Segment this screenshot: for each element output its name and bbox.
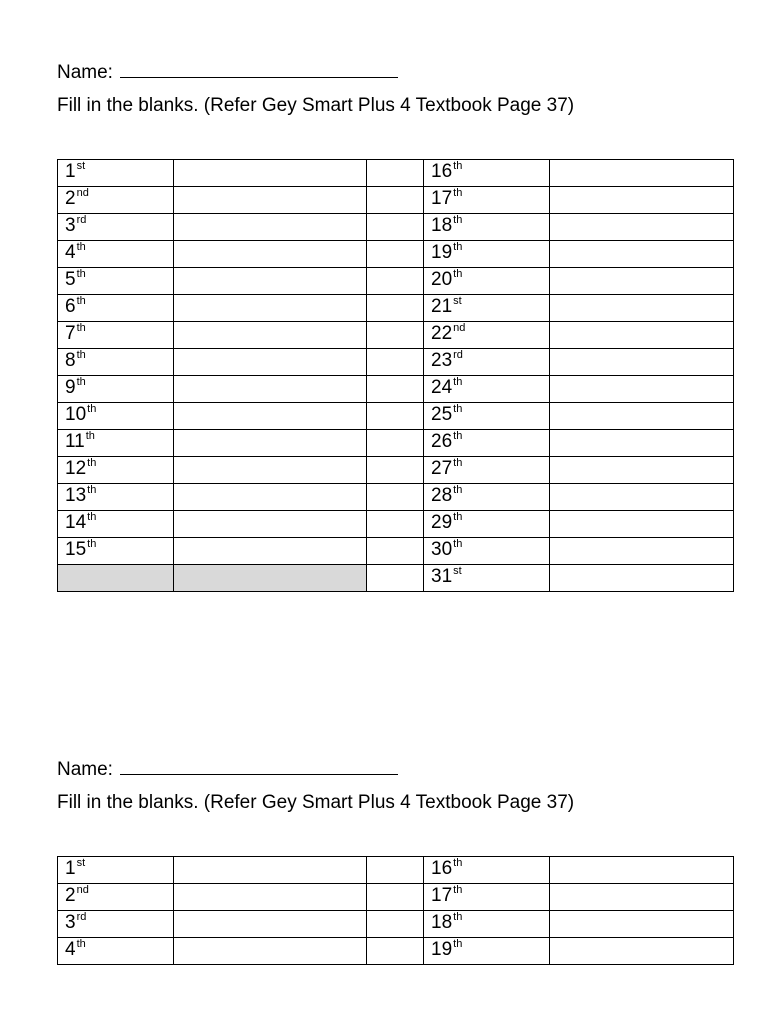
left-answer-cell[interactable] <box>174 160 367 187</box>
ordinal-suffix: th <box>453 241 463 253</box>
left-answer-cell[interactable] <box>174 322 367 349</box>
spacer-cell[interactable] <box>367 187 424 214</box>
left-ordinal-cell <box>58 484 174 511</box>
right-answer-cell[interactable] <box>550 268 734 295</box>
left-answer-cell[interactable] <box>174 268 367 295</box>
ordinal-number: 31 <box>431 566 453 587</box>
table-row <box>58 484 734 511</box>
ordinal-number: 15 <box>65 539 87 560</box>
left-ordinal-cell <box>58 884 174 911</box>
ordinal-suffix: th <box>76 241 86 253</box>
ordinal-number: 26 <box>431 431 453 452</box>
right-ordinal-cell <box>424 484 550 511</box>
ordinal-suffix: th <box>453 160 463 172</box>
ordinal-number: 3 <box>65 912 76 933</box>
ordinal-suffix: nd <box>453 322 466 334</box>
right-ordinal-cell <box>424 268 550 295</box>
table-row <box>58 511 734 538</box>
right-ordinal-cell <box>424 938 550 965</box>
right-ordinal-cell <box>424 322 550 349</box>
ordinal-suffix: th <box>76 938 86 950</box>
left-ordinal-cell <box>58 295 174 322</box>
spacer-cell[interactable] <box>367 241 424 268</box>
right-ordinal-cell <box>424 160 550 187</box>
left-answer-cell[interactable] <box>174 457 367 484</box>
ordinal-number: 11 <box>65 431 85 452</box>
left-ordinal-cell <box>58 430 174 457</box>
ordinal-number: 17 <box>431 885 453 906</box>
ordinal-suffix: rd <box>76 214 87 226</box>
left-answer-cell[interactable] <box>174 857 367 884</box>
table-row <box>58 160 734 187</box>
table-row <box>58 241 734 268</box>
left-ordinal-cell <box>58 857 174 884</box>
ordinal-number: 4 <box>65 939 76 960</box>
ordinal-number: 2 <box>65 885 76 906</box>
ordinal-suffix: th <box>76 268 86 280</box>
ordinal-suffix: th <box>453 187 463 199</box>
table-row <box>58 187 734 214</box>
right-answer-cell[interactable] <box>550 430 734 457</box>
ordinal-number: 17 <box>431 188 453 209</box>
name-blank[interactable] <box>120 756 398 775</box>
left-ordinal-cell <box>58 538 174 565</box>
ordinal-number: 22 <box>431 323 453 344</box>
ordinal-suffix: th <box>87 511 97 523</box>
left-answer-cell[interactable] <box>174 349 367 376</box>
right-ordinal-cell <box>424 457 550 484</box>
ordinal-number: 24 <box>431 377 453 398</box>
right-answer-cell[interactable] <box>550 214 734 241</box>
name-label: Name: <box>57 62 113 83</box>
table-row <box>58 565 734 592</box>
spacer-cell[interactable] <box>367 322 424 349</box>
left-answer-cell[interactable] <box>174 538 367 565</box>
ordinal-suffix: th <box>453 511 463 523</box>
left-ordinal-cell <box>58 457 174 484</box>
table-row <box>58 430 734 457</box>
right-answer-cell[interactable] <box>550 241 734 268</box>
left-answer-cell[interactable] <box>174 376 367 403</box>
ordinal-number: 30 <box>431 539 453 560</box>
left-answer-cell[interactable] <box>174 511 367 538</box>
ordinal-number: 18 <box>431 215 453 236</box>
left-ordinal-cell <box>58 187 174 214</box>
right-ordinal-cell <box>424 430 550 457</box>
ordinal-suffix: th <box>453 538 463 550</box>
ordinal-number: 1 <box>65 161 76 182</box>
ordinal-number: 6 <box>65 296 76 317</box>
ordinal-number: 19 <box>431 242 453 263</box>
right-answer-cell[interactable] <box>550 160 734 187</box>
spacer-cell[interactable] <box>367 403 424 430</box>
ordinal-suffix: th <box>453 884 463 896</box>
right-ordinal-cell <box>424 187 550 214</box>
ordinal-number: 2 <box>65 188 76 209</box>
ordinal-table <box>57 159 734 592</box>
ordinal-suffix: th <box>453 430 463 442</box>
ordinal-suffix: th <box>87 403 97 415</box>
right-ordinal-cell <box>424 214 550 241</box>
left-answer-cell[interactable] <box>174 403 367 430</box>
spacer-cell[interactable] <box>367 511 424 538</box>
ordinal-number: 25 <box>431 404 453 425</box>
right-answer-cell[interactable] <box>550 349 734 376</box>
spacer-cell[interactable] <box>367 160 424 187</box>
name-line <box>57 756 398 782</box>
right-answer-cell[interactable] <box>550 511 734 538</box>
left-answer-cell[interactable] <box>174 484 367 511</box>
spacer-cell[interactable] <box>367 457 424 484</box>
instruction-text: Fill in the blanks. (Refer Gey Smart Plus 4 Textbook Page 37) <box>57 95 575 116</box>
ordinal-suffix: th <box>453 938 463 950</box>
right-answer-cell[interactable] <box>550 187 734 214</box>
right-ordinal-cell <box>424 349 550 376</box>
spacer-cell[interactable] <box>367 938 424 965</box>
ordinal-number: 27 <box>431 458 453 479</box>
spacer-cell[interactable] <box>367 214 424 241</box>
ordinal-suffix: th <box>453 214 463 226</box>
right-answer-cell[interactable] <box>550 457 734 484</box>
table-row <box>58 295 734 322</box>
ordinal-number: 5 <box>65 269 76 290</box>
ordinal-number: 7 <box>65 323 76 344</box>
spacer-cell[interactable] <box>367 911 424 938</box>
ordinal-suffix: st <box>76 160 86 172</box>
left-ordinal-cell <box>58 268 174 295</box>
left-answer-cell[interactable] <box>174 884 367 911</box>
left-ordinal-cell <box>58 565 174 592</box>
left-answer-cell <box>174 565 367 592</box>
left-answer-cell[interactable] <box>174 187 367 214</box>
ordinal-suffix: th <box>76 349 86 361</box>
table-row <box>58 403 734 430</box>
ordinal-suffix: th <box>87 484 97 496</box>
ordinal-suffix: st <box>453 565 462 577</box>
right-answer-cell[interactable] <box>550 322 734 349</box>
spacer-cell[interactable] <box>367 268 424 295</box>
ordinal-suffix: th <box>85 430 95 442</box>
left-answer-cell[interactable] <box>174 938 367 965</box>
table-row <box>58 938 734 965</box>
ordinal-suffix: th <box>87 538 97 550</box>
left-answer-cell[interactable] <box>174 430 367 457</box>
ordinal-suffix: th <box>453 484 463 496</box>
ordinal-suffix: th <box>76 322 86 334</box>
ordinal-number: 1 <box>65 858 76 879</box>
table-row <box>58 538 734 565</box>
table-row <box>58 322 734 349</box>
ordinal-number: 20 <box>431 269 453 290</box>
left-answer-cell[interactable] <box>174 214 367 241</box>
right-ordinal-cell <box>424 511 550 538</box>
spacer-cell[interactable] <box>367 538 424 565</box>
right-answer-cell[interactable] <box>550 484 734 511</box>
table-row <box>58 376 734 403</box>
left-answer-cell[interactable] <box>174 911 367 938</box>
spacer-cell[interactable] <box>367 349 424 376</box>
left-ordinal-cell <box>58 376 174 403</box>
ordinal-number: 18 <box>431 912 453 933</box>
ordinal-suffix: th <box>76 295 86 307</box>
spacer-cell[interactable] <box>367 376 424 403</box>
ordinal-number: 12 <box>65 458 87 479</box>
ordinal-suffix: th <box>76 376 86 388</box>
ordinal-number: 4 <box>65 242 76 263</box>
right-answer-cell[interactable] <box>550 938 734 965</box>
ordinal-suffix: th <box>453 911 463 923</box>
name-line <box>57 59 398 85</box>
ordinal-number: 21 <box>431 296 453 317</box>
ordinal-suffix: th <box>453 457 463 469</box>
left-ordinal-cell <box>58 911 174 938</box>
right-ordinal-cell <box>424 376 550 403</box>
spacer-cell[interactable] <box>367 295 424 322</box>
left-ordinal-cell <box>58 511 174 538</box>
right-ordinal-cell <box>424 857 550 884</box>
ordinal-suffix: rd <box>453 349 463 361</box>
table-row <box>58 349 734 376</box>
left-ordinal-cell <box>58 938 174 965</box>
name-label: Name: <box>57 759 113 780</box>
right-answer-cell[interactable] <box>550 376 734 403</box>
ordinal-suffix: th <box>87 457 97 469</box>
spacer-cell[interactable] <box>367 884 424 911</box>
ordinal-number: 13 <box>65 485 87 506</box>
spacer-cell[interactable] <box>367 430 424 457</box>
ordinal-suffix: th <box>453 268 463 280</box>
name-blank[interactable] <box>120 59 398 78</box>
ordinal-number: 3 <box>65 215 76 236</box>
ordinal-number: 16 <box>431 161 453 182</box>
right-ordinal-cell <box>424 911 550 938</box>
ordinal-number: 29 <box>431 512 453 533</box>
ordinal-number: 10 <box>65 404 87 425</box>
spacer-cell[interactable] <box>367 484 424 511</box>
ordinal-number: 9 <box>65 377 76 398</box>
right-answer-cell[interactable] <box>550 403 734 430</box>
ordinal-number: 28 <box>431 485 453 506</box>
ordinal-number: 14 <box>65 512 87 533</box>
ordinal-suffix: th <box>453 403 463 415</box>
right-answer-cell[interactable] <box>550 295 734 322</box>
ordinal-number: 8 <box>65 350 76 371</box>
left-answer-cell[interactable] <box>174 241 367 268</box>
table-row <box>58 214 734 241</box>
ordinal-suffix: nd <box>76 187 89 199</box>
ordinal-table <box>57 856 734 965</box>
left-ordinal-cell <box>58 214 174 241</box>
ordinal-suffix: rd <box>76 911 87 923</box>
left-ordinal-cell <box>58 403 174 430</box>
ordinal-number: 23 <box>431 350 453 371</box>
table-row <box>58 911 734 938</box>
right-answer-cell[interactable] <box>550 538 734 565</box>
left-ordinal-cell <box>58 322 174 349</box>
right-ordinal-cell <box>424 565 550 592</box>
right-ordinal-cell <box>424 538 550 565</box>
right-ordinal-cell <box>424 403 550 430</box>
spacer-cell[interactable] <box>367 565 424 592</box>
right-ordinal-cell <box>424 241 550 268</box>
right-answer-cell[interactable] <box>550 911 734 938</box>
left-ordinal-cell <box>58 241 174 268</box>
table-row <box>58 457 734 484</box>
left-answer-cell[interactable] <box>174 295 367 322</box>
ordinal-suffix: st <box>453 295 462 307</box>
right-answer-cell[interactable] <box>550 884 734 911</box>
ordinal-suffix: th <box>453 857 463 869</box>
spacer-cell[interactable] <box>367 857 424 884</box>
ordinal-suffix: st <box>76 857 86 869</box>
table-row <box>58 857 734 884</box>
right-answer-cell[interactable] <box>550 565 734 592</box>
right-ordinal-cell <box>424 884 550 911</box>
table-row <box>58 884 734 911</box>
right-ordinal-cell <box>424 295 550 322</box>
ordinal-number: 16 <box>431 858 453 879</box>
ordinal-suffix: th <box>453 376 463 388</box>
ordinal-suffix: nd <box>76 884 89 896</box>
ordinal-number: 19 <box>431 939 453 960</box>
right-answer-cell[interactable] <box>550 857 734 884</box>
table-row <box>58 268 734 295</box>
left-ordinal-cell <box>58 160 174 187</box>
left-ordinal-cell <box>58 349 174 376</box>
instruction-text: Fill in the blanks. (Refer Gey Smart Plus 4 Textbook Page 37) <box>57 792 575 813</box>
